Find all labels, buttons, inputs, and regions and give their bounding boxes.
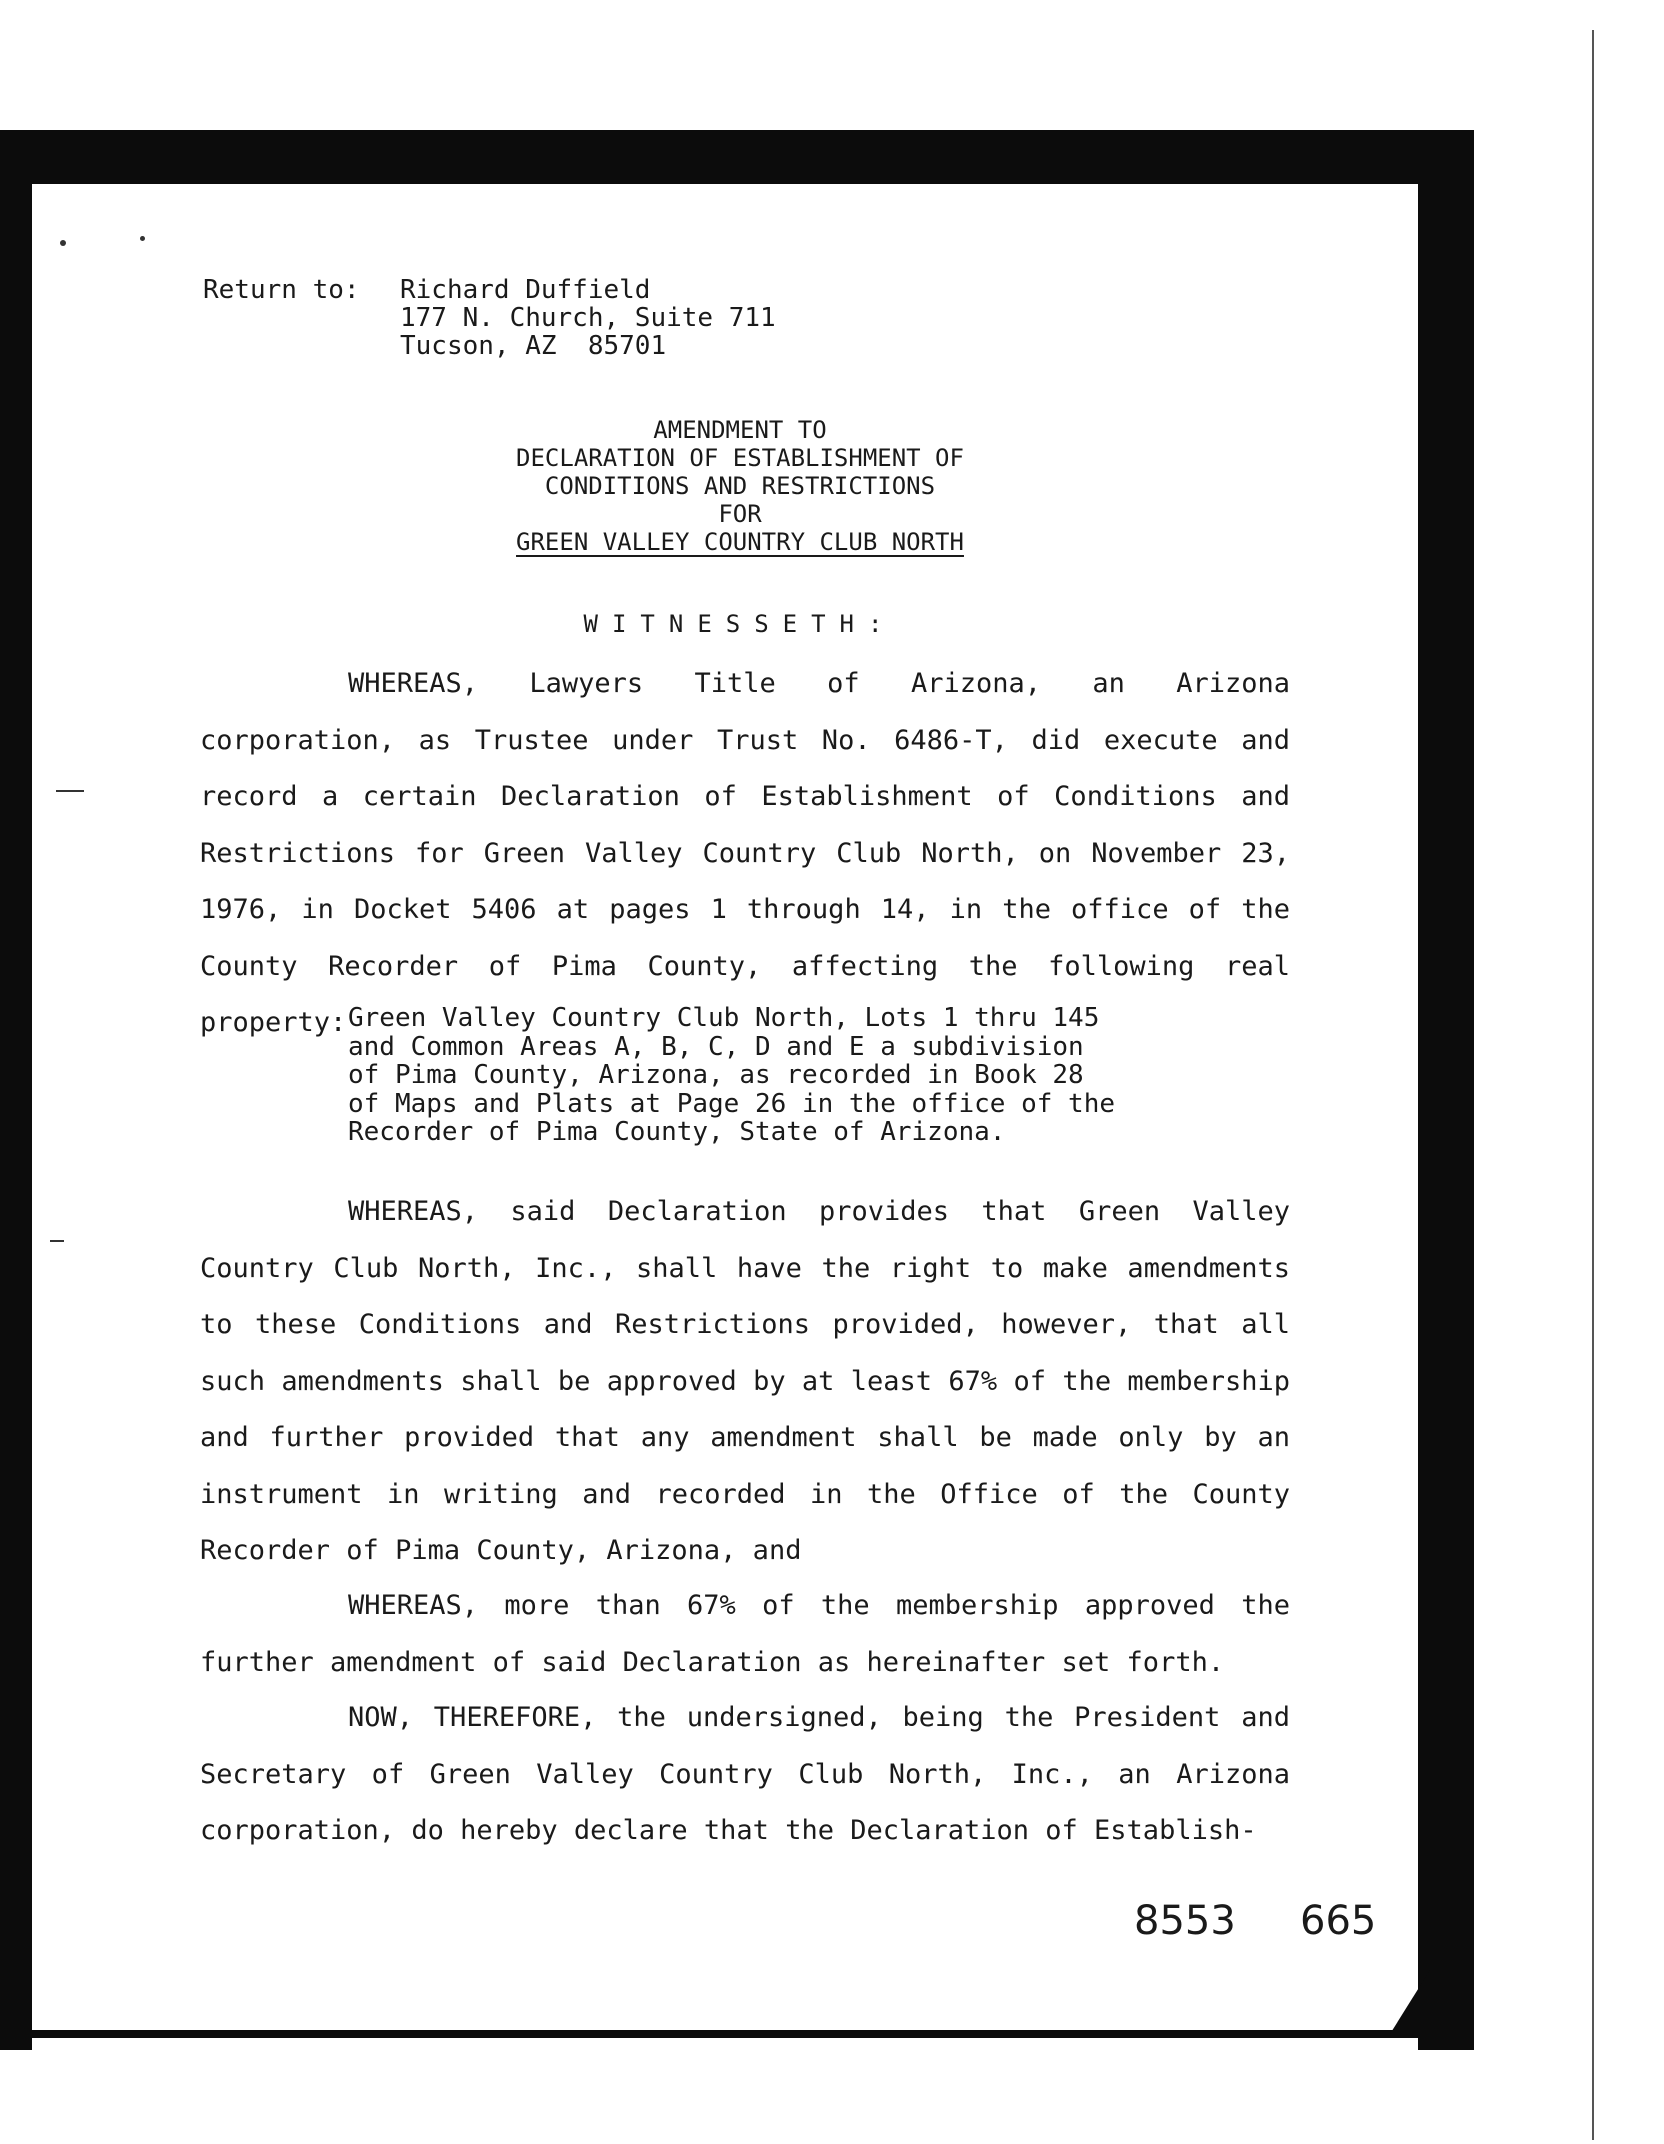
return-to-city: Tucson, AZ 85701 — [400, 331, 667, 361]
paragraph-whereas-1: WHEREAS, Lawyers Title of Arizona, an Arizona corporation, as Trustee under Trust No. 6486-T, did execute and record a certain Declaration of Establishment of Conditions and Restrictions for Green Valley Country Club North, on November 23, 1976, in Docket 5406 at pages 1 through 14, in the office of the County Recorder of Pima County, affecting the following real property: — [200, 668, 1290, 1038]
frame-bottom-border — [0, 2030, 1474, 2038]
return-to-name: Richard Duffield — [400, 275, 651, 305]
return-to-street: 177 N. Church, Suite 711 — [400, 303, 776, 333]
document-title-line-3: CONDITIONS AND RESTRICTIONS — [544, 472, 936, 500]
return-to-label: Return to: — [203, 275, 360, 305]
paragraph-now-therefore: NOW, THEREFORE, the undersigned, being the President and Secretary of Green Valley Country Club North, Inc., an Arizona corporation, do hereby declare that the Declaration of Establish- — [200, 1702, 1290, 1846]
scan-speck — [60, 240, 66, 246]
scan-speck — [56, 790, 84, 792]
paragraph-whereas-2: WHEREAS, said Declaration provides that Green Valley Country Club North, Inc., shall have the right to make amendments to these Conditions and Restrictions provided, however, that all such amendments shall be approved by at least 67% of the membership and further provided that any amendment shall be made only by an instrument in writing and recorded in the Office of the County Recorder of Pima County, Arizona, and — [200, 1196, 1290, 1566]
scan-speck — [140, 236, 145, 241]
document-title-line-4: FOR — [718, 500, 762, 528]
legal-description: Green Valley Country Club North, Lots 1 thru 145 and Common Areas A, B, C, D and E a subdivision of Pima County, Arizona, as recorded in Book 28 of Maps and Plats at Page 26 in the office of the Recorder of Pima County, State of Arizona. — [348, 1003, 1116, 1147]
frame-top-border — [0, 130, 1474, 184]
witnesseth-heading: WITNESSETH: — [583, 610, 897, 638]
document-title-line-5: GREEN VALLEY COUNTRY CLUB NORTH — [516, 528, 964, 556]
docket-number: 8553 — [1134, 1898, 1236, 1944]
paragraph-whereas-3: WHEREAS, more than 67% of the membership approved the further amendment of said Declaration as hereinafter set forth. — [200, 1590, 1290, 1678]
document-title-line-2: DECLARATION OF ESTABLISHMENT OF — [516, 444, 964, 472]
docket-page: 665 — [1300, 1898, 1377, 1944]
scan-speck — [50, 1240, 64, 1242]
document-title-line-1: AMENDMENT TO — [653, 416, 827, 444]
right-margin-rule — [1592, 30, 1594, 2140]
